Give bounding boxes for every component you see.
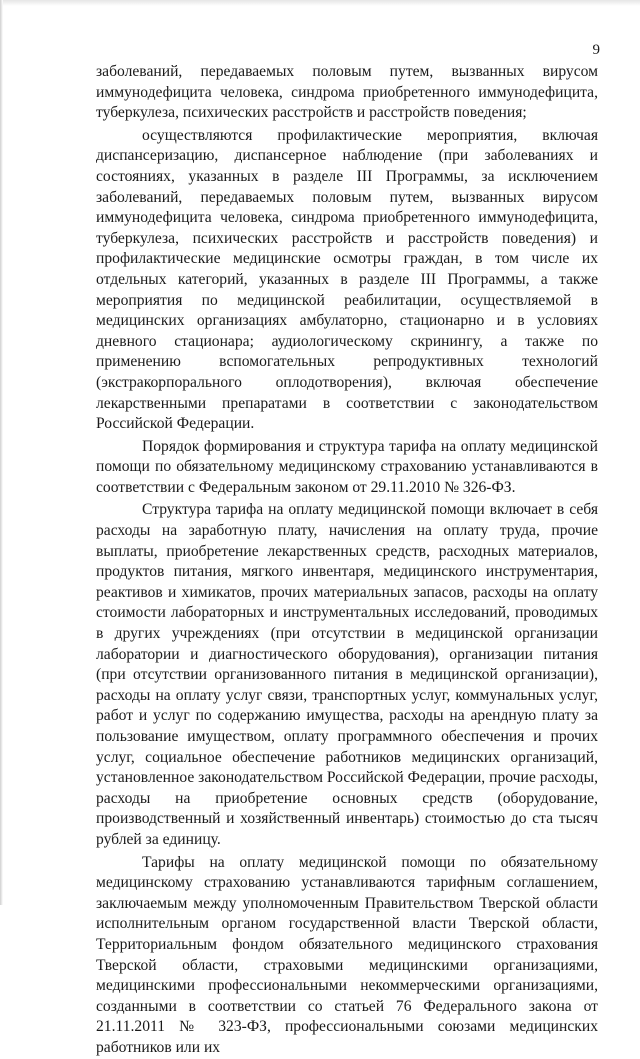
- paragraph-tariff-agreement: Тарифы на оплату медицинской помощи по обязательному медицинскому страхованию устанавливаются тарифным соглашением, заключаемым между уполномоченным Правительством Тверской области исполнительным органом государственной власти Тверской области, Территориальным фондом обязательного медицинского страхования Тверской области, страховыми медицинскими организациями, медицинскими профессиональными некоммерческими организациями, созданными в соответствии со статьей 76 Федерального закона от 21.11.2011 № 323-ФЗ, профессиональными союзами медицинских работников или их: [96, 853, 598, 1056]
- paragraph-tariff-structure: Структура тарифа на оплату медицинской помощи включает в себя расходы на заработную плату, начисления на оплату труда, прочие выплаты, приобретение лекарственных средств, расходных материалов, продуктов питания, мягкого инвентаря, медицинского инструментария, реактивов и химикатов, прочих материальных запасов, расходы на оплату стоимости лабораторных и инструментальных исследований, проводимых в других учреждениях (при отсутствии в медицинской организации лаборатории и диагностического оборудования), организации питания (при отсутствии организованного питания в медицинской организации), расходы на оплату услуг связи, транспортных услуг, коммунальных услуг, работ и услуг по содержанию имущества, расходы на арендную плату за пользование имуществом, оплату программного обеспечения и прочих услуг, социальное обеспечение работников медицинских организаций, установленное законодательством Российской Федерации, прочие расходы, расходы на приобретение основных средств (оборудование, производственный и хозяйственный инвентарь) стоимостью до ста тысяч рублей за единицу.: [96, 501, 598, 848]
- paragraph-tariff-procedure: Порядок формирования и структура тарифа на оплату медицинской помощи по обязательному медицинскому страхованию устанавливаются в соответствии с Федеральным законом от 29.11.2010 № 326-ФЗ.: [96, 437, 598, 496]
- document-body: [96, 62, 598, 1059]
- scan-top-shadow: [0, 0, 640, 6]
- paragraph-preventive-measures: осуществляются профилактические мероприятия, включая диспансеризацию, диспансерное наблюдение (при заболеваниях и состояниях, указанных в разделе III Программы, за исключением заболеваний, передаваемых половым путем, вызванных вирусом иммунодефицита человека, синдрома приобретенного иммунодефицита, туберкулеза, психических расстройств и расстройств поведения) и профилактические медицинские осмотры граждан, в том числе их отдельных категорий, указанных в разделе III Программы, а также мероприятия по медицинской реабилитации, осуществляемой в медицинских организациях амбулаторно, стационарно и в условиях дневного стационара; аудиологическому скринингу, а также по применению вспомогательных репродуктивных технологий (экстракорпорального оплодотворения), включая обеспечение лекарственными препаратами в соответствии с законодательством Российской Федерации.: [96, 126, 598, 433]
- paragraph-continuation: заболеваний, передаваемых половым путем, вызванных вирусом иммунодефицита человека, синдрома приобретенного иммунодефицита, туберкулеза, психических расстройств и расстройств поведения;: [96, 63, 598, 122]
- page-number: 9: [592, 42, 600, 58]
- scan-left-edge: [0, 0, 3, 905]
